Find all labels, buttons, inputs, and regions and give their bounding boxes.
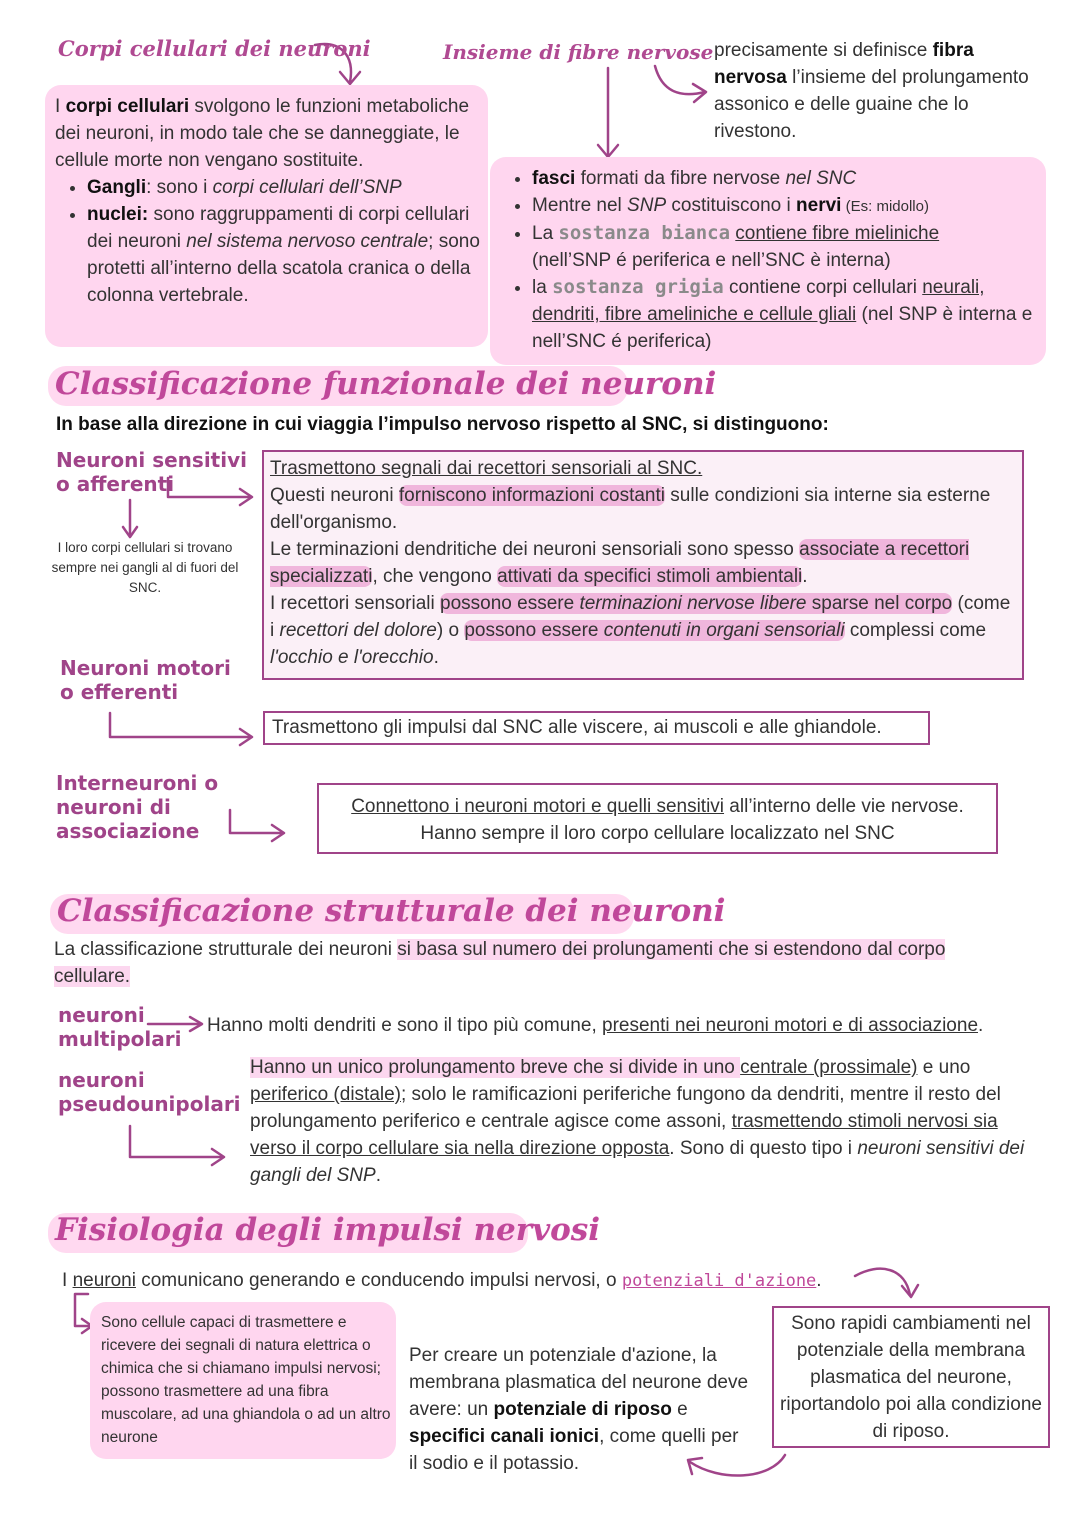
strutturale-intro: La classificazione strutturale dei neuroni si basa sul numero dei prolungamenti che si estendono dal corpo cellulare. (54, 939, 946, 987)
list-item-nervi: • Mentre nel SNP costituiscono i nervi (Es: midollo) (532, 192, 1052, 220)
label-corpi-cellulari: Corpi cellulari dei neuroni (58, 36, 371, 61)
label-insieme-fibre: Insieme di fibre nervose (443, 40, 714, 64)
list-item-gangli: • Gangli: sono i corpi cellulari dell’SNP (87, 174, 480, 201)
afferenti-note: I loro corpi cellulari si trovano sempre nei gangli al di fuori del SNC. (51, 540, 239, 595)
section-title-strutturale: Classificazione strutturale dei neuroni (57, 893, 726, 929)
fibre-nervose-box (490, 157, 1046, 365)
efferenti-box: Trasmettono gli impulsi dal SNC alle viscere, ai muscoli e alle ghiandole. (263, 711, 930, 745)
section-title-fisiologia: Fisiologia degli impulsi nervosi (55, 1212, 600, 1248)
neuroni-definition-box: Sono cellule capaci di trasmettere e ricevere dei segnali di natura elettrica o chimica che si chiamano impulsi nervosi; possono trasmettere ad una fibra muscolare, ad una ghiandola o ad un altro neurone (90, 1302, 396, 1459)
label-interneuroni: Interneuroni o neuroni di associazione (56, 771, 219, 843)
list-item-sostanza-bianca: • La sostanza bianca contiene fibre mieliniche (nell’SNP é periferica e nell’SNC è interna) (532, 220, 1052, 274)
subtitle-funzionale: In base alla direzione in cui viaggia l’impulso nervoso rispetto al SNC, si distinguono: (56, 414, 829, 435)
potenziali-definition-box: Sono rapidi cambiamenti nel potenziale della membrana plasmatica del neurone, riportandolo poi alla condizione di riposo. (772, 1306, 1050, 1448)
multipolari-text: Hanno molti dendriti e sono il tipo più comune, presenti nei neuroni motori e di associazione. (207, 1015, 984, 1036)
list-item-fasci: • fasci formati da fibre nervose nel SNC (532, 165, 1052, 192)
intro-pre: I (55, 96, 66, 117)
intro-post: svolgono le funzioni metaboliche dei neuroni, in modo tale che se danneggiate, le cellule morte non vengano sostituite. (55, 96, 470, 171)
fibra-nervosa-note: precisamente si definisce fibra nervosa l’insieme del prolungamento assonico e delle guaine che lo rivestono. (714, 40, 1029, 142)
label-afferenti: Neuroni sensitivi o afferenti (56, 448, 247, 496)
section-title-funzionale: Classificazione funzionale dei neuroni (55, 366, 717, 402)
list-item-nuclei: • nuclei: sono raggruppamenti di corpi cellulari dei neuroni nel sistema nervoso centrale; sono protetti all’interno della scatola cranica o della colonna vertebrale. (87, 201, 480, 309)
fisiologia-intro: I neuroni comunicano generando e conducendo impulsi nervosi, o potenziali d'azione. (62, 1270, 822, 1291)
term-corpi-cellulari: corpi cellulari (65, 96, 190, 117)
afferenti-box: Trasmettono segnali dai recettori sensoriali al SNC. Questi neuroni forniscono informazioni costanti sulle condizioni sia interne sia esterne dell'organismo. Le terminazioni dendritiche dei neuroni sensoriali sono spesso associate a recettori specializzati, che vengono attivati da specifici stimoli ambientali. I recettori sensoriali possono essere terminazioni nervose libere sparse nel corpo (come i recettori del dolore) o possono essere contenuti in organi sensoriali complessi come l'occhio e l'orecchio. (262, 450, 1024, 680)
pseudounipolari-text: Hanno un unico prolungamento breve che si divide in uno centrale (prossimale) e uno periferico (distale); solo le ramificazioni periferiche fungono da dendriti, mentre il resto del prolungamento periferico e centrale agisce come assoni, trasmettendo stimoli nervosi sia verso il corpo cellulare sia nella direzione opposta. Sono di questo tipo i neuroni sensitivi dei gangli del SNP. (250, 1057, 1025, 1186)
label-efferenti: Neuroni motori o efferenti (60, 656, 231, 704)
list-item-sostanza-grigia: • la sostanza grigia contiene corpi cellulari neurali, dendriti, fibre ameliniche e cellule gliali (nel SNP è interna e nell’SNC é periferica) (532, 274, 1052, 355)
label-multipolari: neuroni multipolari (58, 1003, 182, 1051)
potenziale-requirements: Per creare un potenziale d'azione, la membrana plasmatica del neurone deve avere: un potenziale di riposo e specifici canali ionici, come quelli per il sodio e il potassio. (409, 1345, 749, 1474)
corpi-cellulari-box (45, 85, 488, 347)
label-pseudounipolari: neuroni pseudounipolari (58, 1068, 241, 1116)
interneuroni-box: Connettono i neuroni motori e quelli sensitivi all’interno delle vie nervose. Hanno sempre il loro corpo cellulare localizzato nel SNC (317, 783, 998, 854)
